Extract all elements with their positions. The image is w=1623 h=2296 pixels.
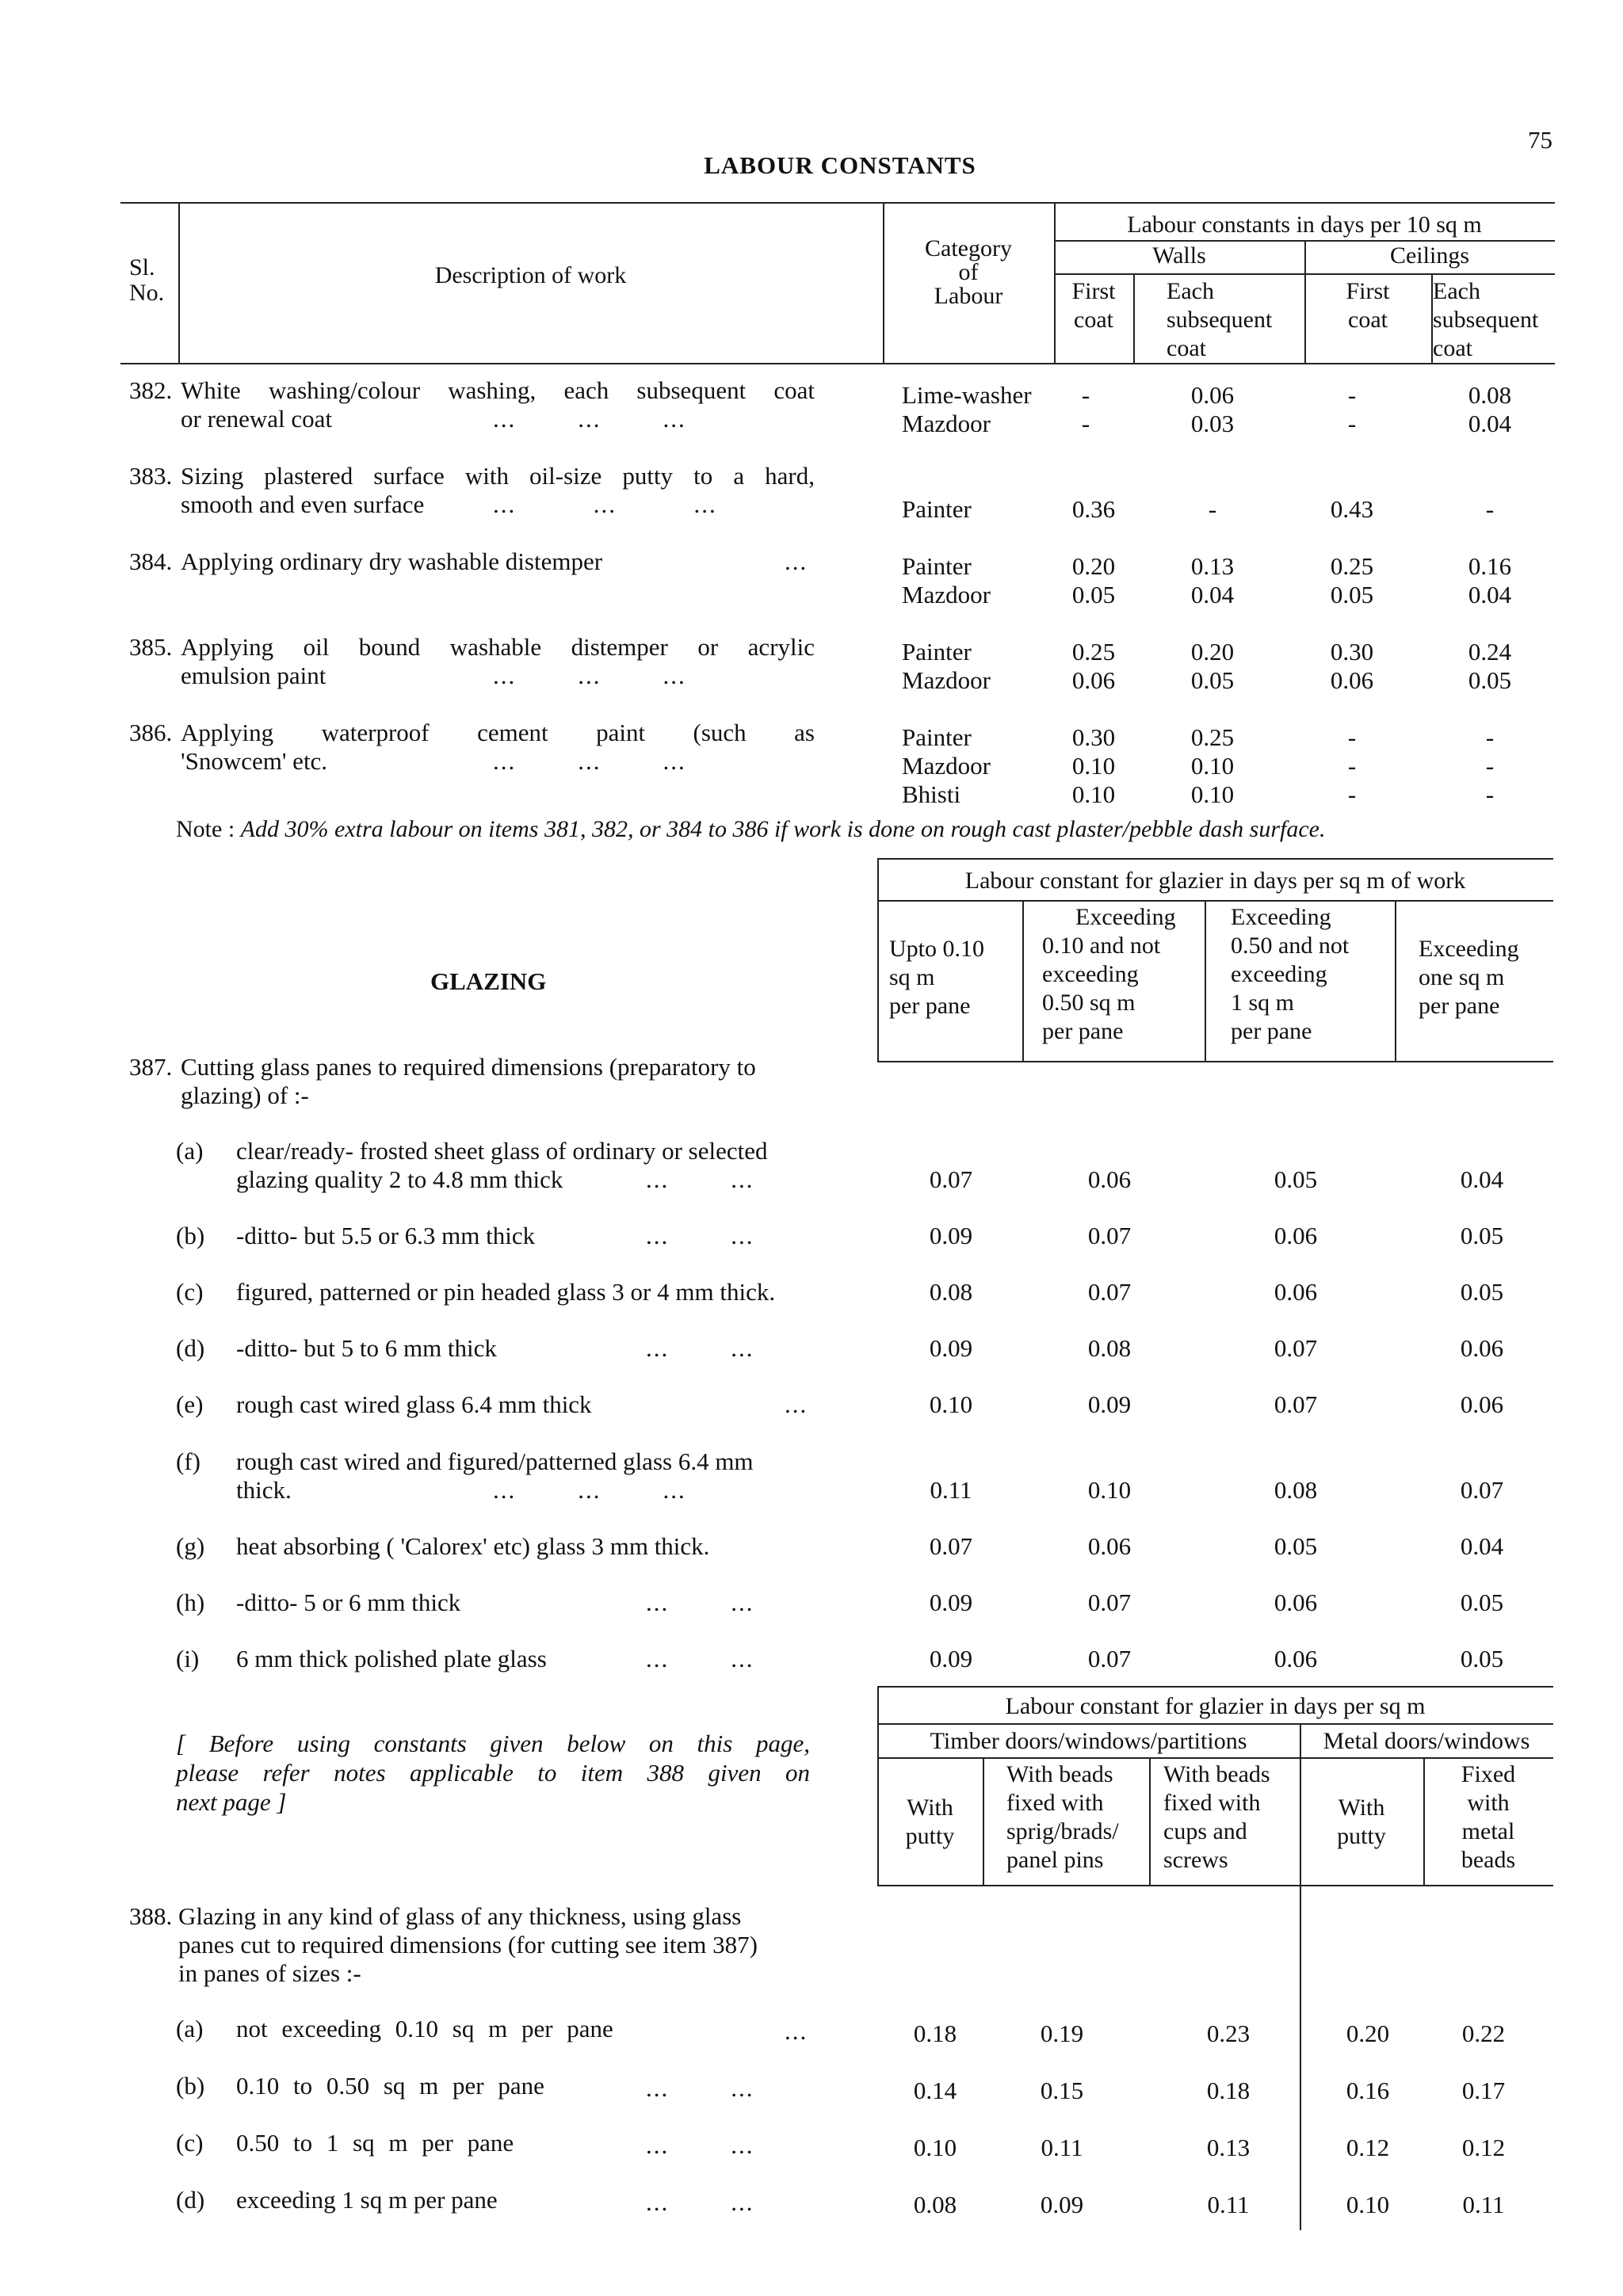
value-cell: 0.15 [1040, 2077, 1084, 2104]
value-cell: 0.06 [1274, 1589, 1318, 1616]
sub-item-text: 6 mm thick polished plate glass [236, 1645, 547, 1672]
item-description: White washing/colour washing, each subsequent coat [181, 376, 815, 404]
item-description: Applying ordinary dry washable distemper [181, 547, 603, 575]
value-cell: 0.14 [913, 2077, 957, 2104]
value-cell: - [1347, 723, 1357, 751]
page-title: LABOUR CONSTANTS [704, 151, 976, 179]
value-cell: 0.20 [1190, 638, 1235, 666]
item-description: glazing) of :- [181, 1081, 309, 1109]
item-description: emulsion paint [181, 662, 327, 689]
value-cell: 0.08 [1468, 381, 1512, 409]
item-description: smooth and even surface [181, 490, 425, 518]
category-cell: Mazdoor [902, 666, 991, 694]
sl-header: Sl. [129, 254, 155, 280]
col-0-10-to-0-50: Exceeding 0.10 and not exceeding 0.50 sq m per pane [1042, 904, 1176, 1044]
value-cell: 0.07 [929, 1165, 973, 1193]
value-cell: 0.09 [1040, 2191, 1084, 2218]
item-number: 385. [129, 633, 173, 661]
value-cell: 0.06 [1087, 1165, 1132, 1193]
col-beads-sprig: With beads fixed with sprig/brads/ panel pins [1006, 1761, 1119, 1873]
sub-item-text: not exceeding 0.10 sq m per pane [236, 2015, 613, 2042]
leader-dots: ... ... [646, 1222, 754, 1249]
value-cell: 0.05 [1330, 581, 1374, 608]
value-cell: 0.13 [1206, 2134, 1251, 2161]
leader-dots: ... [785, 547, 808, 575]
category-cell: Painter [902, 638, 972, 666]
value-cell: 0.10 [913, 2134, 957, 2161]
value-cell: - [1208, 495, 1217, 523]
value-cell: 0.17 [1461, 2077, 1506, 2104]
value-cell: 0.10 [1346, 2191, 1390, 2218]
item-number: 383. [129, 462, 173, 490]
sub-item-text: 0.10 to 0.50 sq m per pane [236, 2072, 544, 2100]
ceilings-each-subsequent-header: Each subsequent coat [1433, 278, 1539, 361]
value-cell: 0.07 [1087, 1589, 1132, 1616]
category-header: Category of Labour [925, 235, 1012, 309]
value-cell: 0.10 [1087, 1476, 1132, 1504]
value-cell: - [1347, 780, 1357, 808]
category-cell: Mazdoor [902, 410, 991, 437]
value-cell: 0.10 [1190, 752, 1235, 780]
value-cell: 0.05 [1071, 581, 1116, 608]
sub-item-label: (a) [176, 1137, 204, 1165]
sub-item-label: (i) [176, 1645, 200, 1672]
value-cell: 0.07 [1087, 1278, 1132, 1306]
value-cell: 0.25 [1330, 552, 1374, 580]
item-number: 388. [129, 1902, 173, 1930]
value-cell: 0.43 [1330, 495, 1374, 523]
value-cell: 0.09 [929, 1589, 973, 1616]
value-cell: 0.11 [1462, 2191, 1505, 2218]
value-cell: - [1081, 410, 1090, 437]
value-cell: 0.24 [1468, 638, 1512, 666]
value-cell: 0.07 [1087, 1645, 1132, 1672]
value-cell: - [1485, 752, 1495, 780]
sub-item-label: (e) [176, 1390, 204, 1418]
value-cell: 0.08 [1274, 1476, 1318, 1504]
leader-dots: ... ... ... [493, 405, 686, 433]
glazier-table-title: Labour constant for glazier in days per sq m of work [964, 868, 1466, 894]
value-cell: 0.06 [1190, 381, 1235, 409]
sub-item-text: rough cast wired and figured/patterned glass 6.4 mm [236, 1447, 754, 1475]
value-cell: 0.20 [1346, 2019, 1390, 2047]
value-cell: 0.07 [1274, 1334, 1318, 1362]
value-cell: 0.07 [1460, 1476, 1504, 1504]
value-cell: - [1347, 752, 1357, 780]
value-cell: 0.09 [929, 1645, 973, 1672]
value-cell: 0.05 [1460, 1278, 1504, 1306]
sub-item-text: -ditto- but 5.5 or 6.3 mm thick [236, 1222, 536, 1249]
category-cell: Mazdoor [902, 581, 991, 608]
value-cell: - [1081, 381, 1090, 409]
item-description: Cutting glass panes to required dimensions (preparatory to [181, 1053, 756, 1081]
leader-dots: ... ... [646, 2188, 754, 2216]
category-cell: Painter [902, 552, 972, 580]
value-cell: 0.05 [1190, 666, 1235, 694]
sub-item-label: (h) [176, 1589, 205, 1616]
sub-item-text: -ditto- 5 or 6 mm thick [236, 1589, 461, 1616]
glazing-heading: GLAZING [430, 967, 547, 995]
sub-item-text: 0.50 to 1 sq m per pane [236, 2129, 514, 2157]
value-cell: 0.11 [1041, 2134, 1083, 2161]
col-beads-cups: With beads fixed with cups and screws [1163, 1761, 1270, 1873]
value-cell: 0.25 [1071, 638, 1116, 666]
value-cell: - [1485, 723, 1495, 751]
item-description: Glazing in any kind of glass of any thickness, using glass [178, 1902, 742, 1930]
leader-dots: ... [785, 1390, 808, 1418]
leader-dots: ... [785, 2017, 808, 2045]
ceilings-header: Ceilings [1389, 242, 1469, 269]
walls-first-coat-header: First coat [1071, 278, 1116, 333]
value-cell: 0.08 [1087, 1334, 1132, 1362]
col-exceeding-one: Exceeding one sq m per pane [1419, 936, 1519, 1019]
leader-dots: ... ... [646, 2131, 754, 2159]
item-description: or renewal coat [181, 405, 333, 433]
value-cell: 0.04 [1460, 1165, 1504, 1193]
sub-item-label: (c) [176, 2129, 204, 2157]
value-cell: 0.10 [1071, 780, 1116, 808]
value-cell: 0.10 [1190, 780, 1235, 808]
sub-item-text: -ditto- but 5 to 6 mm thick [236, 1334, 497, 1362]
category-cell: Painter [902, 723, 972, 751]
value-cell: 0.07 [1087, 1222, 1132, 1249]
sub-item-text: figured, patterned or pin headed glass 3 or 4 mm thick. [236, 1278, 776, 1306]
sub-item-text: exceeding 1 sq m per pane [236, 2186, 498, 2214]
value-cell: 0.05 [1274, 1165, 1318, 1193]
value-cell: 0.09 [929, 1222, 973, 1249]
leader-dots: ... ... ... [493, 1476, 686, 1504]
value-cell: 0.06 [1087, 1532, 1132, 1560]
value-cell: 0.36 [1071, 495, 1116, 523]
value-cell: 0.04 [1460, 1532, 1504, 1560]
description-header: Description of work [434, 262, 627, 288]
col-timber-with-putty: With putty [905, 1794, 955, 1849]
item-number: 382. [129, 376, 173, 404]
value-cell: 0.12 [1461, 2134, 1506, 2161]
sub-item-text: rough cast wired glass 6.4 mm thick [236, 1390, 592, 1418]
timber-doors-header: Timber doors/windows/partitions [930, 1728, 1247, 1754]
item-description: Sizing plastered surface with oil-size putty to a hard, [181, 462, 815, 490]
leader-dots: ... ... ... [493, 662, 686, 689]
value-cell: 0.13 [1190, 552, 1235, 580]
value-cell: 0.23 [1206, 2019, 1251, 2047]
value-cell: 0.08 [913, 2191, 957, 2218]
value-cell: 0.05 [1274, 1532, 1318, 1560]
leader-dots: ... ... ... [493, 490, 717, 518]
item-number: 387. [129, 1053, 173, 1081]
sub-item-text: heat absorbing ( 'Calorex' etc) glass 3 mm thick. [236, 1532, 710, 1560]
value-cell: 0.06 [1071, 666, 1116, 694]
sub-item-label: (c) [176, 1278, 204, 1306]
value-cell: - [1485, 780, 1495, 808]
value-cell: 0.30 [1071, 723, 1116, 751]
col-metal-with-putty: With putty [1337, 1794, 1386, 1849]
col-upto-0-10: Upto 0.10 sq m per pane [889, 936, 984, 1019]
glazier-table-title-2: Labour constant for glazier in days per sq m [1005, 1693, 1426, 1719]
item-number: 384. [129, 547, 173, 575]
item-description: panes cut to required dimensions (for cutting see item 387) [178, 1931, 758, 1958]
value-cell: 0.07 [1274, 1390, 1318, 1418]
item-description: Applying waterproof cement paint (such as [181, 719, 815, 746]
value-cell: - [1347, 410, 1357, 437]
value-cell: 0.12 [1346, 2134, 1390, 2161]
value-cell: 0.06 [1460, 1390, 1504, 1418]
sub-item-label: (d) [176, 1334, 205, 1362]
value-cell: 0.09 [1087, 1390, 1132, 1418]
value-cell: 0.06 [1274, 1222, 1318, 1249]
value-cell: 0.03 [1190, 410, 1235, 437]
value-cell: 0.05 [1468, 666, 1512, 694]
value-cell: 0.16 [1346, 2077, 1390, 2104]
sub-item-label: (b) [176, 2072, 205, 2100]
col-metal-beads: Fixed with metal beads [1461, 1761, 1516, 1873]
metal-doors-header: Metal doors/windows [1323, 1728, 1530, 1754]
value-cell: 0.10 [929, 1390, 973, 1418]
walls-each-subsequent-header: Each subsequent coat [1167, 278, 1273, 361]
sub-item-label: (b) [176, 1222, 205, 1249]
leader-dots: ... ... [646, 2074, 754, 2102]
leader-dots: ... ... [646, 1589, 754, 1616]
sub-item-text: clear/ready- frosted sheet glass of ordinary or selected [236, 1137, 768, 1165]
sub-item-label: (f) [176, 1447, 200, 1475]
value-cell: 0.16 [1468, 552, 1512, 580]
value-cell: 0.06 [1330, 666, 1374, 694]
value-cell: 0.22 [1461, 2019, 1506, 2047]
item-description: Applying oil bound washable distemper or acrylic [181, 633, 815, 661]
col-0-50-to-1: Exceeding 0.50 and not exceeding 1 sq m per pane [1231, 904, 1350, 1044]
sub-item-label: (a) [176, 2015, 204, 2042]
sub-item-text: glazing quality 2 to 4.8 mm thick [236, 1165, 563, 1193]
value-cell: 0.05 [1460, 1589, 1504, 1616]
value-cell: - [1347, 381, 1357, 409]
category-cell: Bhisti [902, 780, 961, 808]
value-cell: 0.25 [1190, 723, 1235, 751]
value-cell: 0.09 [929, 1334, 973, 1362]
value-cell: 0.06 [1274, 1278, 1318, 1306]
value-cell: 0.04 [1468, 410, 1512, 437]
sub-item-text: thick. [236, 1476, 292, 1504]
item-description: in panes of sizes :- [178, 1959, 361, 1987]
sub-item-label: (d) [176, 2186, 205, 2214]
page-number: 75 [1528, 126, 1552, 154]
value-cell: 0.08 [929, 1278, 973, 1306]
leader-dots: ... ... [646, 1645, 754, 1672]
leader-dots: ... ... ... [493, 747, 686, 775]
item-description: 'Snowcem' etc. [181, 747, 328, 775]
category-cell: Lime-washer [902, 381, 1032, 409]
value-cell: 0.06 [1460, 1334, 1504, 1362]
ceilings-first-coat-header: First coat [1346, 278, 1390, 333]
note: Note : Add 30% extra labour on items 381, 382, or 384 to 386 if work is done on rough cast plaster/pebble dash surface. [176, 816, 1326, 842]
value-cell: 0.05 [1460, 1222, 1504, 1249]
value-cell: 0.18 [1206, 2077, 1251, 2104]
value-cell: 0.11 [1207, 2191, 1250, 2218]
labour-constants-group-header: Labour constants in days per 10 sq m [1127, 212, 1482, 238]
value-cell: - [1485, 495, 1495, 523]
value-cell: 0.06 [1274, 1645, 1318, 1672]
walls-header: Walls [1152, 242, 1206, 269]
no-header: No. [129, 280, 165, 306]
value-cell: 0.30 [1330, 638, 1374, 666]
value-cell: 0.05 [1460, 1645, 1504, 1672]
leader-dots: ... ... [646, 1334, 754, 1362]
value-cell: 0.10 [1071, 752, 1116, 780]
value-cell: 0.04 [1468, 581, 1512, 608]
value-cell: 0.19 [1040, 2019, 1084, 2047]
value-cell: 0.11 [930, 1476, 972, 1504]
value-cell: 0.07 [929, 1532, 973, 1560]
sub-item-label: (g) [176, 1532, 205, 1560]
item-number: 386. [129, 719, 173, 746]
bracket-note: [ Before using constants given below on this page, please refer notes applicable to item 388 given on next page ] [176, 1730, 810, 1816]
value-cell: 0.20 [1071, 552, 1116, 580]
leader-dots: ... ... [646, 1165, 754, 1193]
value-cell: 0.18 [913, 2019, 957, 2047]
category-cell: Mazdoor [902, 752, 991, 780]
value-cell: 0.04 [1190, 581, 1235, 608]
category-cell: Painter [902, 495, 972, 523]
